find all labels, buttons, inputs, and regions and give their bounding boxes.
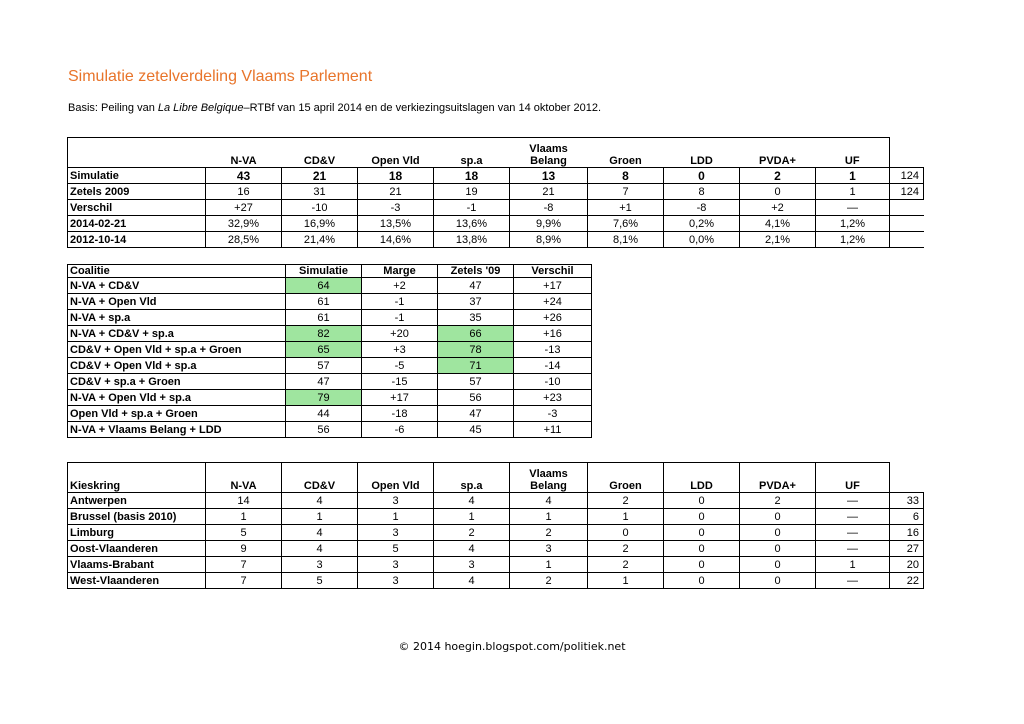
table1-header: Vlaams Belang [510, 138, 588, 168]
constituency-label: Brussel (basis 2010) [68, 509, 206, 525]
coalition-label: N-VA + Vlaams Belang + LDD [68, 422, 286, 438]
table-cell: +20 [362, 326, 438, 342]
table-row [68, 573, 924, 589]
table-cell: 1 [816, 184, 890, 200]
table-cell: — [816, 525, 890, 541]
table-cell: -3 [514, 406, 592, 422]
table-cell: 0 [664, 525, 740, 541]
table-cell: 1 [282, 509, 358, 525]
table-cell: 3 [358, 557, 434, 573]
coalition-label: Open Vld + sp.a + Groen [68, 406, 286, 422]
table-row [68, 184, 924, 200]
table3-header: Open Vld [358, 463, 434, 493]
row-label: Simulatie [68, 168, 206, 184]
table-cell: 66 [438, 326, 514, 342]
table-row [68, 541, 924, 557]
table-row [68, 509, 924, 525]
table-row [68, 278, 592, 294]
table-cell: 1,2% [816, 232, 890, 248]
row-total [890, 232, 924, 248]
table-cell: 47 [438, 406, 514, 422]
table-cell: -10 [282, 200, 358, 216]
table-cell: 5 [206, 525, 282, 541]
table-row [68, 422, 592, 438]
coalition-label: N-VA + Open Vld + sp.a [68, 390, 286, 406]
table-cell: 9 [206, 541, 282, 557]
constituency-label: Vlaams-Brabant [68, 557, 206, 573]
table-cell: 4 [434, 541, 510, 557]
table-cell: 5 [282, 573, 358, 589]
table-cell: 3 [358, 493, 434, 509]
table-cell: 32,9% [206, 216, 282, 232]
table-cell: 0,0% [664, 232, 740, 248]
basis-text [68, 102, 601, 114]
table-row [68, 200, 924, 216]
table-cell: 13 [510, 168, 588, 184]
table-row [68, 390, 592, 406]
table-cell: 7 [588, 184, 664, 200]
table-cell: 4 [282, 541, 358, 557]
table-cell: 13,6% [434, 216, 510, 232]
table3-header: sp.a [434, 463, 510, 493]
table1-corner [68, 138, 206, 168]
footer-credit: © 2014 hoegin.blogspot.com/politiek.net [398, 640, 626, 653]
table-cell: 8,9% [510, 232, 588, 248]
table-cell: 18 [434, 168, 510, 184]
table-cell: 0 [740, 573, 816, 589]
table-cell: +24 [514, 294, 592, 310]
table-cell: -1 [362, 310, 438, 326]
table3-header: UF [816, 463, 890, 493]
table-cell: 0 [664, 557, 740, 573]
table-cell: 8,1% [588, 232, 664, 248]
table-cell: 18 [358, 168, 434, 184]
table-cell: -15 [362, 374, 438, 390]
table-cell: 0 [740, 541, 816, 557]
table-cell: 56 [286, 422, 362, 438]
table1-header: CD&V [282, 138, 358, 168]
constituency-label: Antwerpen [68, 493, 206, 509]
table3-header: CD&V [282, 463, 358, 493]
table-row [68, 310, 592, 326]
table1-header: LDD [664, 138, 740, 168]
row-total: 22 [890, 573, 924, 589]
table-cell: 2 [510, 525, 588, 541]
table3-total-header [890, 463, 924, 493]
table-cell: +26 [514, 310, 592, 326]
row-label: 2012-10-14 [68, 232, 206, 248]
table-cell: 56 [438, 390, 514, 406]
table1-header: Open Vld [358, 138, 434, 168]
table-row [68, 232, 924, 248]
table-cell: +23 [514, 390, 592, 406]
table-row [68, 557, 924, 573]
table-cell: 1 [434, 509, 510, 525]
table-cell: 71 [438, 358, 514, 374]
table-cell: 2 [434, 525, 510, 541]
table-cell: -14 [514, 358, 592, 374]
table-cell: -3 [358, 200, 434, 216]
table-cell: +3 [362, 342, 438, 358]
table-cell: 3 [358, 525, 434, 541]
table-cell: 78 [438, 342, 514, 358]
table-cell: 2 [510, 573, 588, 589]
table-cell: 4 [282, 493, 358, 509]
coalition-label: N-VA + CD&V + sp.a [68, 326, 286, 342]
table1-header: Groen [588, 138, 664, 168]
table-row [68, 294, 592, 310]
table2-header: Zetels '09 [438, 265, 514, 278]
table-cell: 16,9% [282, 216, 358, 232]
table-cell: — [816, 541, 890, 557]
basis-prefix: Basis: Peiling van [68, 102, 158, 114]
table-cell: 1 [206, 509, 282, 525]
table-cell: 13,5% [358, 216, 434, 232]
row-total: 6 [890, 509, 924, 525]
table-cell: — [816, 573, 890, 589]
table-cell: 37 [438, 294, 514, 310]
table3-header: PVDA+ [740, 463, 816, 493]
table-cell: 14,6% [358, 232, 434, 248]
table-row [68, 374, 592, 390]
table-cell: 2 [740, 168, 816, 184]
table-cell: -1 [434, 200, 510, 216]
table-cell: 14 [206, 493, 282, 509]
row-total [890, 200, 924, 216]
table-cell: 0,2% [664, 216, 740, 232]
table-cell: 0 [664, 509, 740, 525]
table-cell: 0 [740, 557, 816, 573]
table-cell: 44 [286, 406, 362, 422]
table3-header: LDD [664, 463, 740, 493]
table-row [68, 168, 924, 184]
row-total: 20 [890, 557, 924, 573]
table2-header: Marge [362, 265, 438, 278]
table-cell: — [816, 509, 890, 525]
table-cell: 3 [510, 541, 588, 557]
table-cell: 65 [286, 342, 362, 358]
table-cell: 1 [816, 557, 890, 573]
table1-header: PVDA+ [740, 138, 816, 168]
table3-header: Groen [588, 463, 664, 493]
table3-header: Vlaams Belang [510, 463, 588, 493]
table-cell: 4 [282, 525, 358, 541]
row-total: 16 [890, 525, 924, 541]
table3-header: Kieskring [68, 463, 206, 493]
row-total: 33 [890, 493, 924, 509]
table-cell: +1 [588, 200, 664, 216]
row-label: Zetels 2009 [68, 184, 206, 200]
table-cell: 9,9% [510, 216, 588, 232]
row-total: 124 [890, 184, 924, 200]
table1-total-header [890, 138, 924, 168]
table-cell: 21 [358, 184, 434, 200]
table-cell: 4 [434, 573, 510, 589]
table-row [68, 358, 592, 374]
table-cell: -18 [362, 406, 438, 422]
table-cell: -5 [362, 358, 438, 374]
table1-header: N-VA [206, 138, 282, 168]
table-cell: +16 [514, 326, 592, 342]
table-cell: 28,5% [206, 232, 282, 248]
table-cell: 0 [664, 168, 740, 184]
table-cell: 7,6% [588, 216, 664, 232]
table-cell: 3 [434, 557, 510, 573]
table1-header: sp.a [434, 138, 510, 168]
table-cell: 79 [286, 390, 362, 406]
table-cell: 16 [206, 184, 282, 200]
table-cell: 13,8% [434, 232, 510, 248]
table-row [68, 525, 924, 541]
table-cell: 1 [816, 168, 890, 184]
table-cell: 57 [438, 374, 514, 390]
row-total: 27 [890, 541, 924, 557]
table-cell: -6 [362, 422, 438, 438]
table-cell: 0 [740, 184, 816, 200]
table-cell: 2 [740, 493, 816, 509]
table-row [68, 216, 924, 232]
table-cell: 1 [588, 573, 664, 589]
table-cell: 21 [282, 168, 358, 184]
table-cell: 0 [664, 573, 740, 589]
constituency-label: West-Vlaanderen [68, 573, 206, 589]
constituency-label: Limburg [68, 525, 206, 541]
table-cell: 0 [740, 509, 816, 525]
table-cell: 4,1% [740, 216, 816, 232]
coalition-label: N-VA + Open Vld [68, 294, 286, 310]
coalition-label: N-VA + CD&V [68, 278, 286, 294]
table-cell: -8 [510, 200, 588, 216]
table-cell: 7 [206, 557, 282, 573]
table-cell: 3 [282, 557, 358, 573]
basis-source: La Libre Belgique [157, 102, 244, 114]
row-total [890, 216, 924, 232]
table-cell: -1 [362, 294, 438, 310]
table-cell: 2,1% [740, 232, 816, 248]
basis-suffix: –RTBf van 15 april 2014 en de verkiezingsuitslagen van 14 oktober 2012. [243, 102, 602, 114]
table-cell: — [816, 200, 890, 216]
table3-header: N-VA [206, 463, 282, 493]
table-cell: 57 [286, 358, 362, 374]
table-cell: 47 [286, 374, 362, 390]
table-cell: 5 [358, 541, 434, 557]
table-cell: 1 [510, 557, 588, 573]
table-cell: -13 [514, 342, 592, 358]
table-cell: 47 [438, 278, 514, 294]
table-cell: 2 [588, 493, 664, 509]
table-cell: 8 [588, 168, 664, 184]
table-cell: 19 [434, 184, 510, 200]
table-cell: 1 [588, 509, 664, 525]
row-label: Verschil [68, 200, 206, 216]
table-cell: 0 [664, 493, 740, 509]
table-cell: 2 [588, 541, 664, 557]
table-row [68, 326, 592, 342]
simulation-table [67, 137, 924, 248]
table-cell: 61 [286, 310, 362, 326]
table-cell: 82 [286, 326, 362, 342]
coalition-table [67, 264, 592, 438]
table-row [68, 406, 592, 422]
table-cell: 4 [434, 493, 510, 509]
table-cell: 21,4% [282, 232, 358, 248]
table-cell: -10 [514, 374, 592, 390]
constituency-label: Oost-Vlaanderen [68, 541, 206, 557]
table-cell: +27 [206, 200, 282, 216]
table-cell: +2 [362, 278, 438, 294]
table-cell: 2 [588, 557, 664, 573]
row-total: 124 [890, 168, 924, 184]
table-cell: +17 [362, 390, 438, 406]
table-cell: 61 [286, 294, 362, 310]
table-cell: 64 [286, 278, 362, 294]
table-cell: 31 [282, 184, 358, 200]
table2-header: Verschil [514, 265, 592, 278]
page-title: Simulatie zetelverdeling Vlaams Parlement [68, 68, 373, 85]
table-row [68, 493, 924, 509]
coalition-label: CD&V + Open Vld + sp.a + Groen [68, 342, 286, 358]
table-cell: 0 [664, 541, 740, 557]
table-cell: 1 [510, 509, 588, 525]
table-cell: 0 [588, 525, 664, 541]
table-cell: — [816, 493, 890, 509]
table-cell: -8 [664, 200, 740, 216]
coalition-label: CD&V + Open Vld + sp.a [68, 358, 286, 374]
table-cell: 4 [510, 493, 588, 509]
table-row [68, 342, 592, 358]
table1-header: UF [816, 138, 890, 168]
table-cell: 7 [206, 573, 282, 589]
table-cell: 8 [664, 184, 740, 200]
table-cell: +17 [514, 278, 592, 294]
row-label: 2014-02-21 [68, 216, 206, 232]
table-cell: +11 [514, 422, 592, 438]
constituency-table [67, 462, 924, 589]
coalition-label: N-VA + sp.a [68, 310, 286, 326]
table-cell: +2 [740, 200, 816, 216]
table2-header: Simulatie [286, 265, 362, 278]
table-cell: 0 [740, 525, 816, 541]
table-cell: 43 [206, 168, 282, 184]
table-cell: 35 [438, 310, 514, 326]
table-cell: 3 [358, 573, 434, 589]
table2-header: Coalitie [68, 265, 286, 278]
coalition-label: CD&V + sp.a + Groen [68, 374, 286, 390]
table-cell: 21 [510, 184, 588, 200]
table-cell: 45 [438, 422, 514, 438]
table-cell: 1 [358, 509, 434, 525]
table-cell: 1,2% [816, 216, 890, 232]
